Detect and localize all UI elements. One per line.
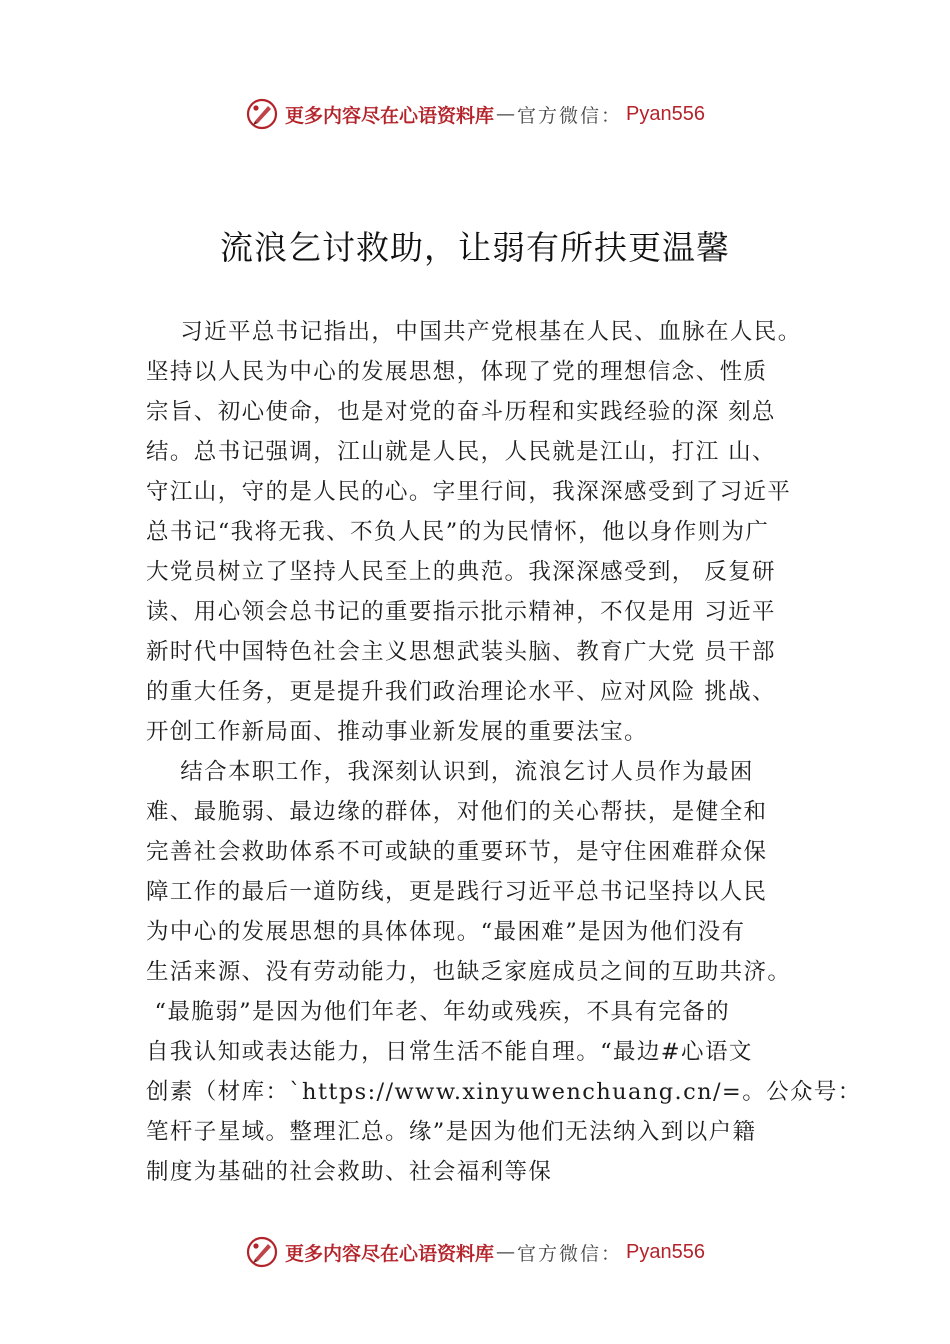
body-line: 总书记“我将无我、不负人民”的为民情怀，他以身作则为广 (146, 519, 770, 545)
banner-wechat-label: 官方微信： (517, 1242, 623, 1265)
banner-library-text: 更多内容尽在心语资料库 (285, 1242, 495, 1265)
body-line: 守江山，守的是人民的心。字里行间，我深深感受到了习近平 (146, 479, 792, 505)
body-line: 自我认知或表达能力，日常生活不能自理。“最边#心语文 (146, 1039, 753, 1065)
banner-dash: — (496, 1241, 516, 1263)
body-line: 的重大任务，更是提升我们政治理论水平、应对风险 挑战、 (146, 679, 776, 705)
body-line: 笔杆子星域。整理汇总。缘”是因为他们无法纳入到以户籍 (146, 1119, 757, 1145)
body-line: 大党员树立了坚持人民至上的典范。我深深感受到， 反复研 (146, 559, 776, 585)
footer-banner (0, 1232, 950, 1272)
body-line: 完善社会救助体系不可或缺的重要环节，是守住困难群众保 (146, 839, 768, 865)
body-line: 读、用心领会总书记的重要指示批示精神，不仅是用 习近平 (146, 599, 776, 625)
brand-logo-icon (245, 1235, 279, 1269)
body-line: 坚持以人民为中心的发展思想，体现了党的理想信念、性质 (146, 359, 768, 385)
body-line: 结。总书记强调，江山就是人民，人民就是江山，打江 山、 (146, 439, 776, 465)
banner-wechat-label: 官方微信： (517, 104, 623, 127)
banner-library-text: 更多内容尽在心语资料库 (285, 104, 495, 127)
document-title: 流浪乞讨救助，让弱有所扶更温馨 (220, 228, 730, 267)
body-line: 生活来源、没有劳动能力，也缺乏家庭成员之间的互助共济。 (146, 959, 792, 985)
banner-wechat-id: Pyan556 (626, 1240, 705, 1263)
body-line: 障工作的最后一道防线，更是践行习近平总书记坚持以人民 (146, 879, 768, 905)
body-line: 为中心的发展思想的具体体现。“最困难”是因为他们没有 (146, 919, 746, 945)
brand-logo-icon (245, 97, 279, 131)
body-line: 结合本职工作，我深刻认识到，流浪乞讨人员作为最困 (146, 759, 754, 785)
body-line: 难、最脆弱、最边缘的群体，对他们的关心帮扶，是健全和 (146, 799, 768, 825)
body-line: 宗旨、初心使命，也是对党的奋斗历程和实践经验的深 刻总 (146, 399, 776, 425)
banner-dash: — (496, 103, 516, 125)
body-line: 制度为基础的社会救助、社会福利等保 (146, 1159, 553, 1185)
header-banner (0, 94, 950, 134)
body-line: 创素（材库：`https://www.xinyuwenchuang.cn/=。公众号： (146, 1079, 862, 1105)
body-line: 开创工作新局面、推动事业新发展的重要法宝。 (146, 719, 648, 745)
body-line: “最脆弱”是因为他们年老、年幼或残疾，不具有完备的 (146, 999, 731, 1025)
banner-wechat-id: Pyan556 (626, 102, 705, 125)
body-line: 新时代中国特色社会主义思想武装头脑、教育广大党 员干部 (146, 639, 776, 665)
body-line: 习近平总书记指出，中国共产党根基在人民、血脉在人民。 (146, 319, 802, 345)
document-body (146, 312, 862, 1192)
